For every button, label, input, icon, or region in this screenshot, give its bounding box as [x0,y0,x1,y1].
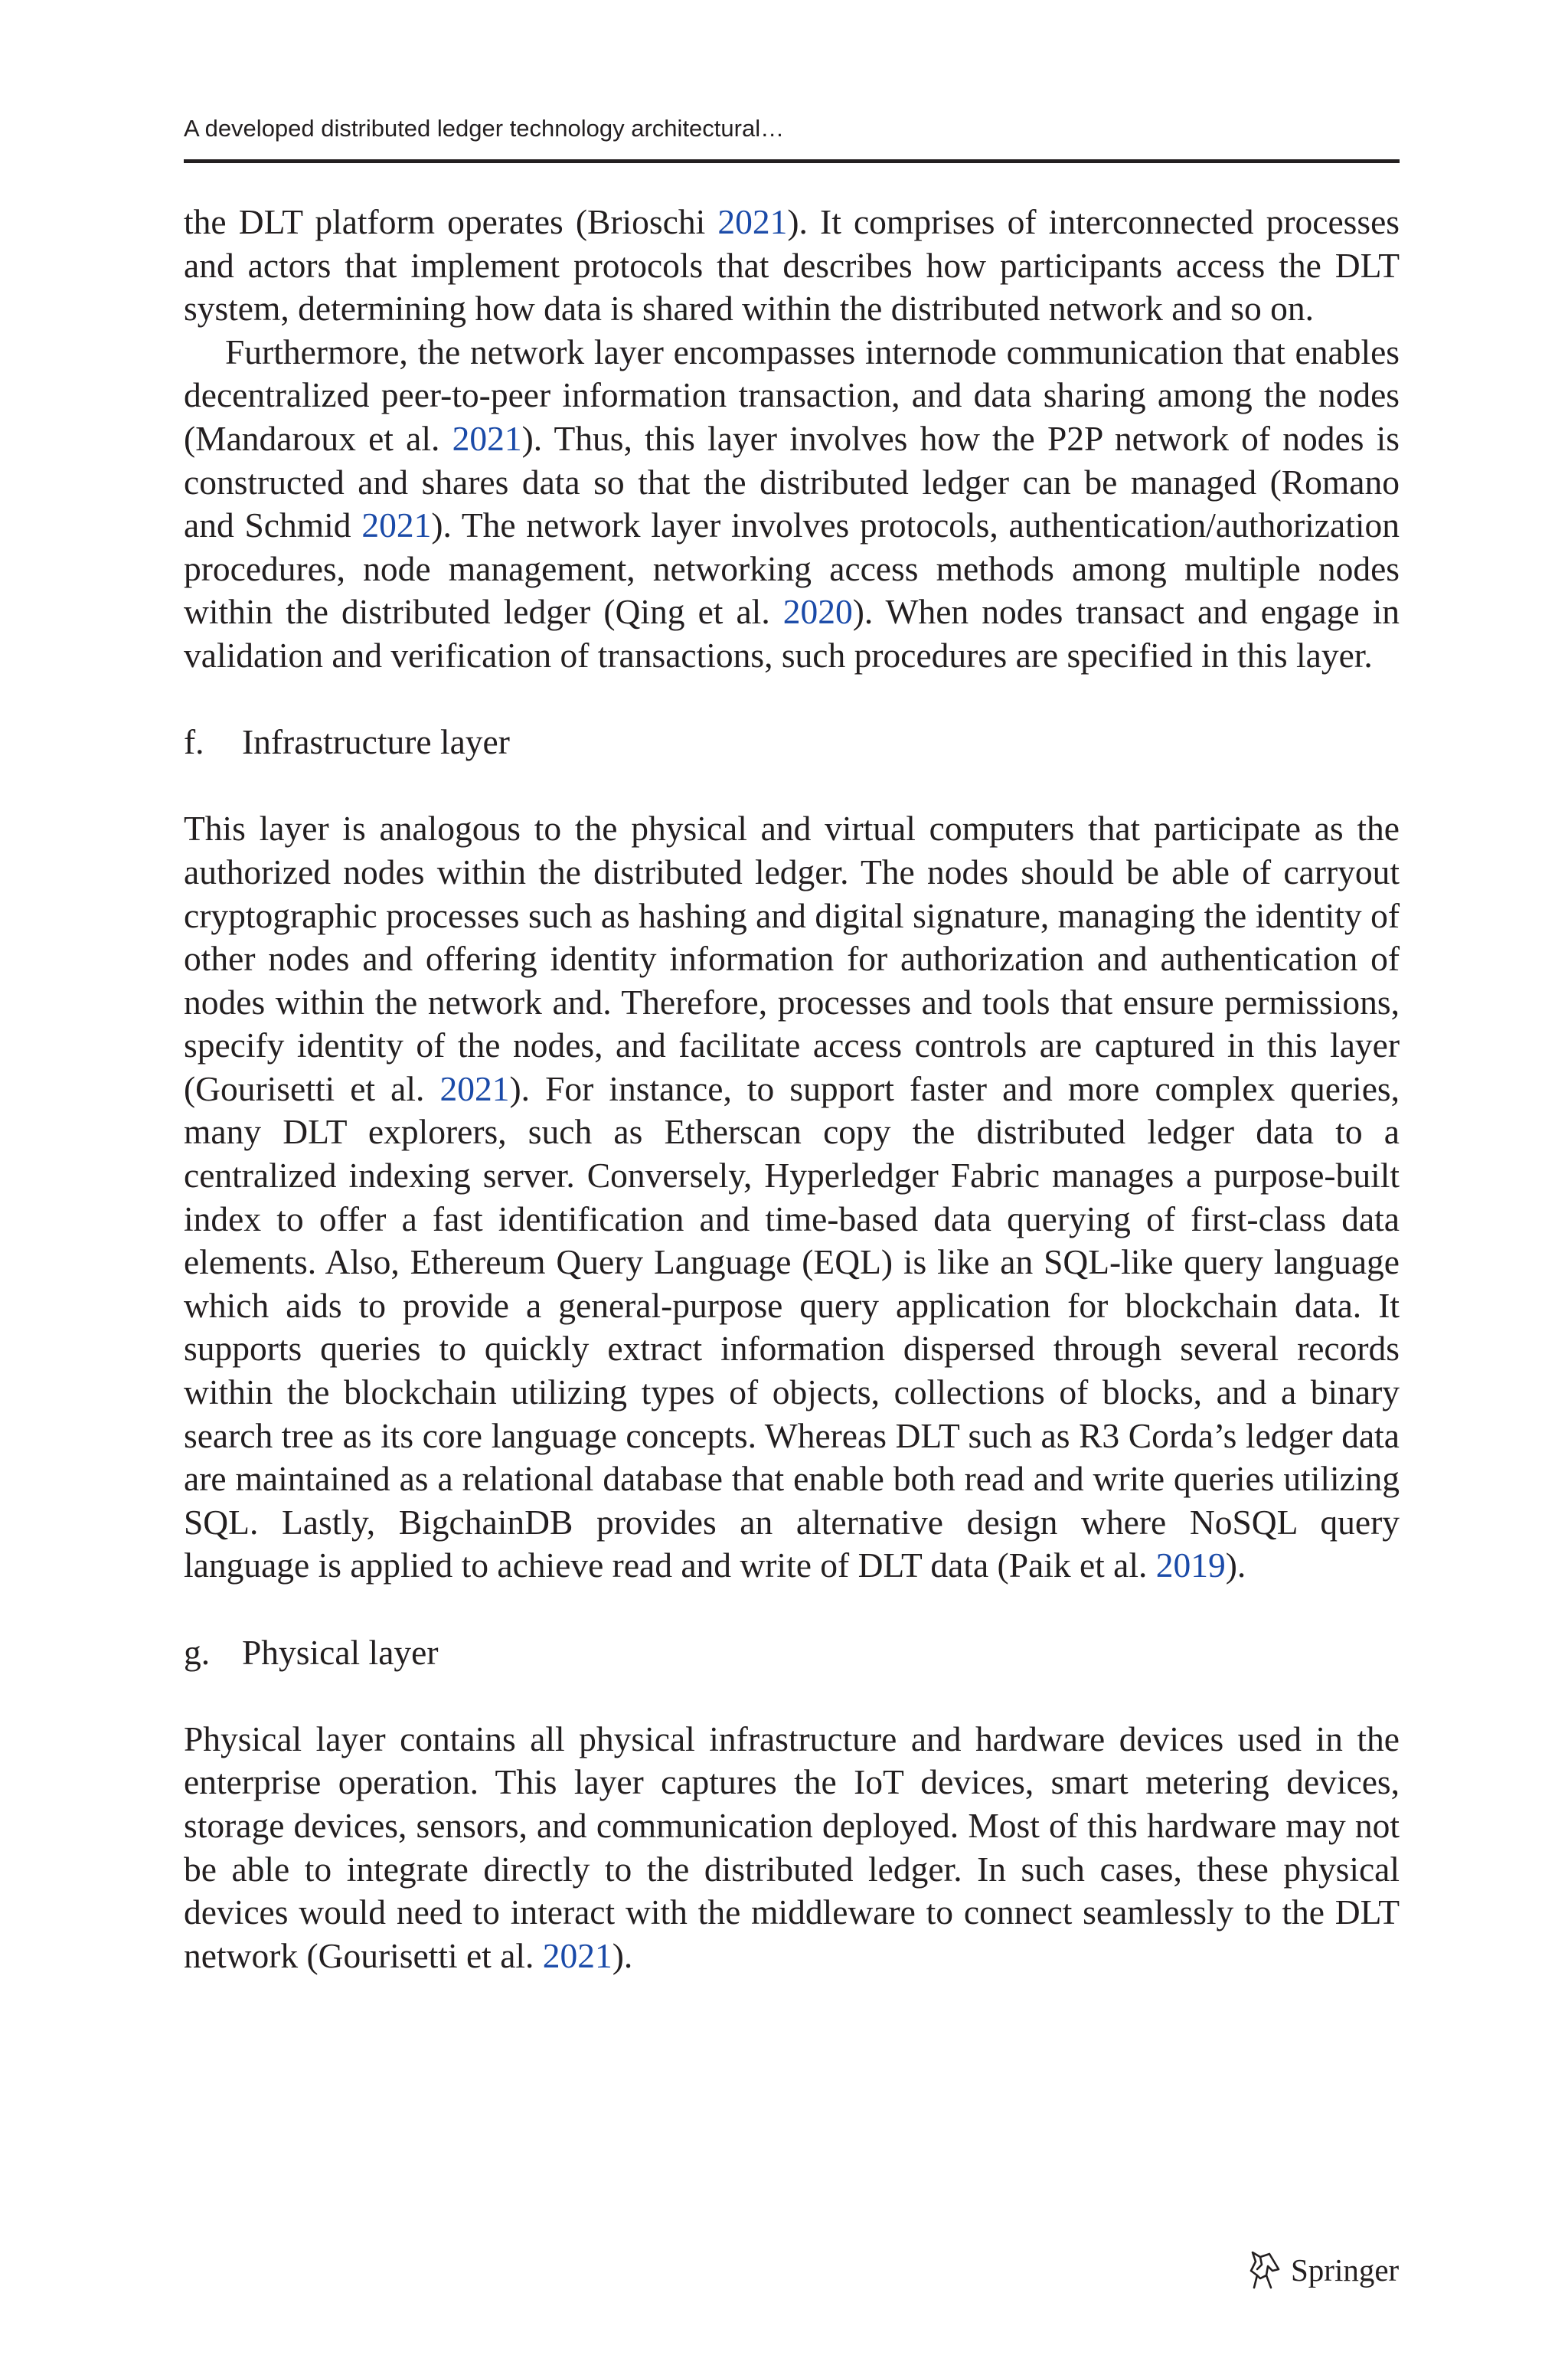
section-heading-infrastructure [184,721,1400,764]
citation-link[interactable]: 2021 [717,202,788,241]
section-heading-physical [184,1631,1400,1675]
citation-link[interactable]: 2019 [1155,1546,1226,1585]
paragraph-physical [184,1718,1400,1978]
text-run: ). The network layer involves protocols, authentication/authorization procedures, node management, networking access methods among multiple nodes within the distributed ledger (Qing et al. [184,505,1400,632]
article-body [184,201,1400,1977]
section-label: f. [184,722,204,762]
publisher-footer [1243,2242,1399,2298]
text-run: ). For instance, to support faster and more complex queries, many DLT explorers, such as Etherscan copy the distributed ledger data to a centralized indexing server. Conversely, Hyperledger Fabric manages a purpose-built index to offer a fast identification and time-based data querying of first-class data elements. Also, Ethereum Query Language (EQL) is like an SQL-like query language which aids to provide a general-purpose query application for blockchain data. It supports queries to quickly extract information dispersed through several records within the blockchain utilizing types of objects, collections of blocks, and a binary search tree as its core language concepts. Whereas DLT such as R3 Corda’s ledger data are maintained as a relational database that enable both read and write queries utilizing SQL. Lastly, BigchainDB provides an alternative design where NoSQL query language is applied to achieve read and write of DLT data (Paik et al. [184,1068,1400,1585]
text-run: This layer is analogous to the physical and virtual computers that participate as the authorized nodes within the distributed ledger. The nodes should be able of carryout cryptographic processes such as hashing and digital signature, managing the identity of other nodes and offering identity information for authorization and authentication of nodes within the network and. Therefore, processes and tools that ensure permissions, specify identity of the nodes, and facilitate access controls are captured in this layer (Gourisetti et al. [184,809,1400,1108]
text-run: ). Thus, this layer involves how the P2P network of nodes is constructed and shares data so that the distributed ledger can be managed (Romano and Schmid [184,418,1400,545]
text-run: the DLT platform operates (Brioschi [184,202,718,241]
spacer [184,1588,1400,1631]
text-run: Physical layer contains all physical infrastructure and hardware devices used in the enterprise operation. This layer captures the IoT devices, smart metering devices, storage devices, sensors, and communication deployed. Most of this hardware may not be able to integrate directly to the distributed ledger. In such cases, these physical devices would need to interact with the middleware to connect seamlessly to the DLT network (Gourisetti et al. [184,1719,1400,1975]
text-run: Furthermore, the network layer encompasses internode communication that enables decentralized peer-to-peer information transaction, and data sharing among the nodes (Mandaroux et al. [184,332,1400,458]
paragraph-network-layer [184,331,1400,678]
text-run: ). When nodes transact and engage in validation and verification of transactions, such procedures are specified in this layer. [184,592,1400,675]
text-run: ). It comprises of interconnected processes and actors that implement protocols that describes how participants access the DLT system, determining how data is shared within the distributed network and so on. [184,202,1400,329]
springer-horse-icon [1243,2249,1282,2291]
text-run: ). [612,1935,633,1975]
spacer [184,764,1400,808]
citation-link[interactable]: 2021 [361,505,432,545]
spacer [184,1674,1400,1718]
paragraph-infrastructure [184,807,1400,1588]
section-title: Infrastructure layer [242,722,510,762]
spacer [184,678,1400,721]
citation-link[interactable]: 2020 [782,592,853,632]
citation-link[interactable]: 2021 [439,1068,510,1108]
running-title: A developed distributed ledger technology architectural… [184,115,785,142]
section-title: Physical layer [242,1632,439,1672]
text-run: ). [1225,1546,1246,1585]
citation-link[interactable]: 2021 [542,1935,612,1975]
publisher-name: Springer [1291,2252,1400,2288]
header-rule [184,159,1400,163]
citation-link[interactable]: 2021 [452,418,522,458]
section-label: g. [184,1632,211,1672]
paragraph-network-intro [184,201,1400,331]
